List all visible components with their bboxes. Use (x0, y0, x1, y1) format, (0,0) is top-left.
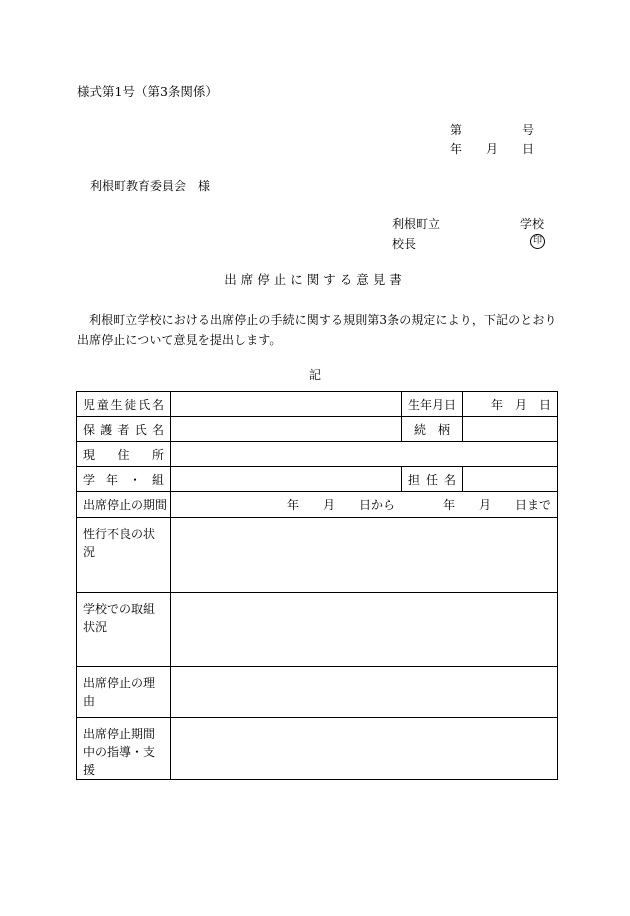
school-efforts-field[interactable] (171, 593, 558, 667)
date-day-label: 日 (522, 142, 535, 156)
addressee: 利根町教育委員会 様 (90, 179, 211, 193)
student-name-field[interactable] (171, 392, 402, 417)
guardian-name-field[interactable] (171, 417, 402, 442)
form-number-label: 様式第1号（第3条関係） (77, 84, 218, 99)
birth-date-field[interactable]: 年 月 日 (463, 392, 558, 417)
document-number-suffix: 号 (522, 123, 535, 137)
homeroom-teacher-field[interactable] (463, 467, 558, 492)
school-name-prefix: 利根町立 (392, 217, 441, 231)
opinion-form-table (76, 391, 558, 780)
grade-class-label: 学年・組 (77, 467, 171, 492)
school-name-suffix: 学校 (520, 217, 545, 231)
address-label: 現住所 (77, 442, 171, 467)
guidance-support-label: 出席停止期間中の指導・支援 (77, 718, 171, 780)
seal-stamp: 印 (530, 234, 545, 249)
birth-date-label: 生年月日 (402, 392, 463, 417)
guidance-support-field[interactable] (171, 718, 558, 780)
body-paragraph: 利根町立学校における出席停止の手続に関する規則第3条の規定により，下記のとおり出席停止について意見を提出します。 (77, 313, 557, 347)
behavior-label: 性行不良の状況 (77, 518, 171, 593)
suspension-reason-label: 出席停止の理由 (77, 667, 171, 718)
address-field[interactable] (171, 442, 558, 467)
date-year-label: 年 (450, 142, 463, 156)
suspension-reason-field[interactable] (171, 667, 558, 718)
document-number-prefix: 第 (450, 123, 463, 137)
date-month-label: 月 (486, 142, 499, 156)
student-name-label: 児童生徒氏名 (77, 392, 171, 417)
relationship-label: 続 柄 (402, 417, 463, 442)
principal-label: 校長 (392, 237, 417, 251)
behavior-field[interactable] (171, 518, 558, 593)
ki-heading: 記 (308, 368, 321, 382)
guardian-name-label: 保護者氏名 (77, 417, 171, 442)
document-title: 出席停止に関する意見書 (224, 272, 406, 287)
school-efforts-label: 学校での取組状況 (77, 593, 171, 667)
suspension-period-label: 出席停止の期間 (77, 492, 171, 518)
relationship-field[interactable] (463, 417, 558, 442)
grade-class-field[interactable] (171, 467, 402, 492)
homeroom-teacher-label: 担任名 (402, 467, 463, 492)
suspension-period-field[interactable]: 年 月 日から 年 月 日まで (171, 492, 558, 518)
